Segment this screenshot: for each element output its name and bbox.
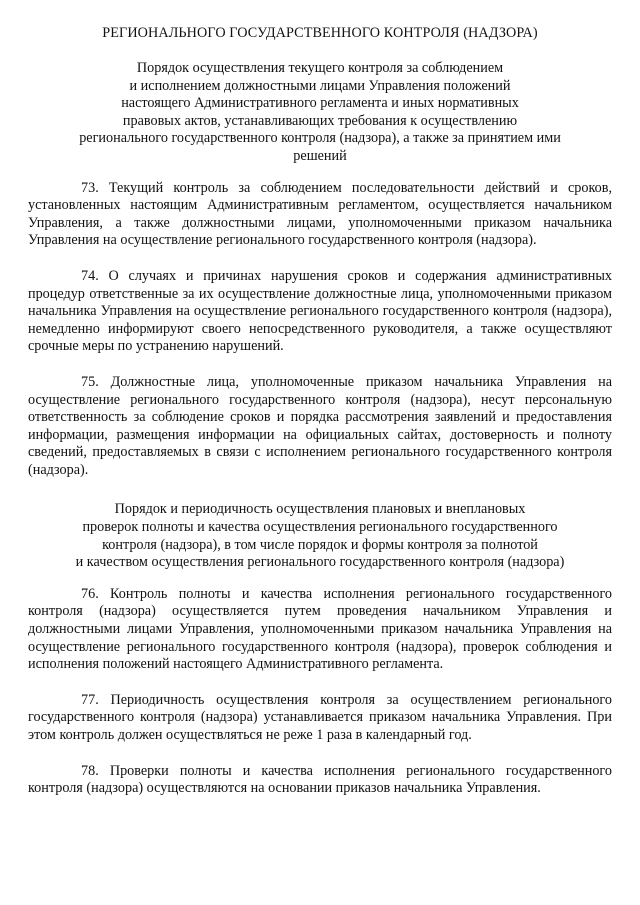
paragraph-78: 78. Проверки полноты и качества исполнения регионального государственного контроля (надзора) осуществляются на основании приказов начальника Управления. — [28, 762, 612, 797]
subheading-line: проверок полноты и качества осуществления регионального государственного — [82, 519, 558, 536]
subheading-line: регионального государственного контроля (надзора), а также за принятием ими — [79, 130, 561, 147]
subheading-line: настоящего Административного регламента и иных нормативных — [121, 95, 519, 112]
paragraph-77: 77. Периодичность осуществления контроля за осуществлением регионального государственного контроля (надзора) устанавливается приказом начальника Управления. При этом контроль должен осуществляться не реже 1 раза в календарный год. — [28, 691, 612, 743]
subheading-line: контроля (надзора), в том числе порядок и формы контроля за полнотой — [102, 536, 538, 553]
paragraph-74: 74. О случаях и причинах нарушения сроков и содержания административных процедур ответственные за их осуществление должностные лица, уполномоченными приказом начальника Управления на осуществление регионального государственного контроля (надзора), немедленно информируют своего непосредственного руководителя, а также осуществляют срочные меры по устранению нарушений. — [28, 267, 612, 355]
subheading-line: Порядок осуществления текущего контроля за соблюдением — [136, 60, 504, 76]
paragraph-75: 75. Должностные лица, уполномоченные приказом начальника Управления на осуществление регионального государственного контроля (надзора), несут персональную ответственность за соблюдение сроков и порядка рассмотрения заявлений и предоставления информации, размещения информации на официальных сайтах, достоверность и полноту сведений, предоставляемых в связи с исполнением регионального государственного контроля (надзора). — [28, 373, 612, 478]
subheading-inspections — [36, 501, 604, 571]
subheading-line: Порядок и периодичность осуществления плановых и внеплановых — [114, 501, 526, 518]
subheading-line: правовых актов, устанавливающих требования к осуществлению — [122, 112, 518, 129]
paragraph-76: 76. Контроль полноты и качества исполнения регионального государственного контроля (надзора) осуществляется путем проведения начальником Управления и должностными лицами Управления, уполномоченными приказом начальника Управления на осуществление регионального государственного контроля (надзора), проверок соблюдения и исполнения положений настоящего Административного регламента. — [28, 585, 612, 673]
subheading-line: и качеством осуществления регионального государственного контроля (надзора) — [75, 554, 565, 571]
section-title: РЕГИОНАЛЬНОГО ГОСУДАРСТВЕННОГО КОНТРОЛЯ (НАДЗОРА) — [102, 25, 538, 41]
paragraph-73: 73. Текущий контроль за соблюдением последовательности действий и сроков, установленных настоящим Административным регламентом, осуществляется начальником Управления, а также должностными лицами, уполномоченными приказом начальника Управления на осуществление регионального государственного контроля (надзора). — [28, 179, 612, 249]
subheading-line: и исполнением должностными лицами Управления положений — [129, 77, 511, 94]
subheading-line: решений — [293, 147, 347, 164]
subheading-current-control — [36, 60, 604, 166]
